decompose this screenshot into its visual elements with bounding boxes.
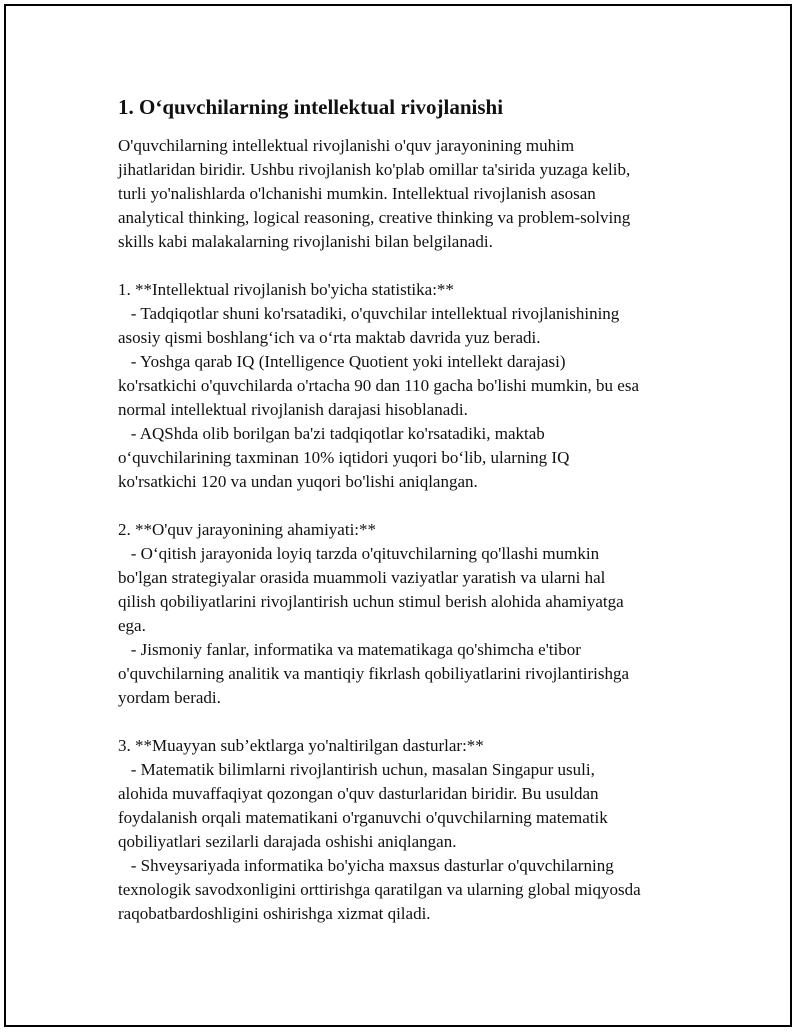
list-item: - O‘qitish jarayonida loyiq tarzda o'qituvchilarning qo'llashi mumkin bo'lgan strategiyalar orasida muammoli vaziyatlar yaratish va ularni hal qilish qobiliyatlarini rivojlantirish uchun stimul berish alohida ahamiyatga ega. bbox=[118, 544, 624, 635]
section-title: 1. **Intellektual rivojlanish bo'yicha statistika:** bbox=[118, 280, 454, 299]
intro-paragraph: O'quvchilarning intellektual rivojlanishi o'quv jarayonining muhim jihatlaridan biridir. Ushbu rivojlanish ko'plab omillar ta'sirida yuzaga kelib, turli yo'nalishlarda o'lchanishi mumkin. Intellektual rivojlanish asosan analytical thinking, logical reasoning, creative thinking va problem-solving skills kabi malakalarning rivojlanishi bilan belgilanadi. bbox=[118, 136, 631, 251]
section-title: 3. **Muayyan sub’ektlarga yo'naltirilgan dasturlar:** bbox=[118, 736, 484, 755]
document-body bbox=[118, 94, 698, 926]
section-title: 2. **O'quv jarayonining ahamiyati:** bbox=[118, 520, 377, 539]
list-item: - Matematik bilimlarni rivojlantirish uchun, masalan Singapur usuli, alohida muvaffaqiyat qozongan o'quv dasturlaridan biridir. Bu usuldan foydalanish orqali matematikani o'rganuvchi o'quvchilarning matematik qobiliyatlari sezilarli darajada oshishi aniqlangan. bbox=[118, 760, 608, 851]
section-programs bbox=[118, 734, 698, 926]
list-item: - Jismoniy fanlar, informatika va matematikaga qo'shimcha e'tibor o'quvchilarning analitik va mantiqiy fikrlash qobiliyatlarini rivojlantirishga yordam beradi. bbox=[118, 640, 630, 707]
document-heading: 1. O‘quvchilarning intellektual rivojlanishi bbox=[118, 95, 504, 119]
section-learning-process bbox=[118, 518, 698, 710]
list-item: - Tadqiqotlar shuni ko'rsatadiki, o'quvchilar intellektual rivojlanishining asosiy qismi boshlang‘ich va o‘rta maktab davrida yuz beradi. bbox=[118, 304, 620, 347]
list-item: - AQShda olib borilgan ba'zi tadqiqotlar ko'rsatadiki, maktab o‘quvchilarining taxminan 10% iqtidori yuqori bo‘lib, ularning IQ ko'rsatkichi 120 va undan yuqori bo'lishi aniqlangan. bbox=[118, 424, 570, 491]
list-item: - Yoshga qarab IQ (Intelligence Quotient yoki intellekt darajasi) ko'rsatkichi o'quvchilarda o'rtacha 90 dan 110 gacha bo'lishi mumkin, bu esa normal intellektual rivojlanish darajasi hisoblanadi. bbox=[118, 352, 640, 419]
section-statistics bbox=[118, 278, 698, 494]
list-item: - Shveysariyada informatika bo'yicha maxsus dasturlar o'quvchilarning texnologik savodxonligini orttirishga qaratilgan va ularning global miqyosda raqobatbardoshligini oshirishga xizmat qiladi. bbox=[118, 856, 641, 923]
